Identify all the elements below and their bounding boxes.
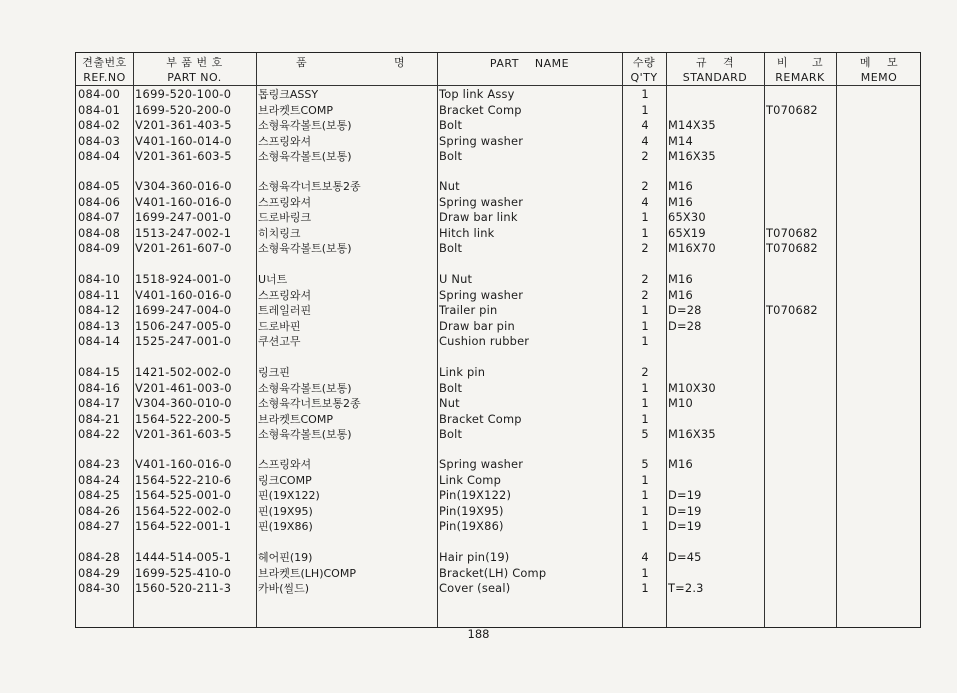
standard-cell: T=2.3 [668,581,704,595]
part-name-cell: Trailer pin [439,303,498,317]
standard-cell: M16 [668,194,693,209]
header-remark-en: REMARK [775,71,825,84]
standard-cell: M16X70 [668,241,716,255]
korean-name-cell: 스프링와셔 [258,458,312,471]
standard-cell: M16X35 [668,149,716,163]
quantity-cell: 2 [641,149,649,163]
part-no-cell: 1699-520-100-0 [135,87,232,101]
standard-cell: D=28 [668,303,702,317]
table-row [76,473,920,488]
part-name-cell: Draw bar pin [439,318,515,333]
ref-no-cell: 084-07 [78,210,121,224]
remark-cell: T070682 [766,225,818,240]
korean-name-cell: 링크핀 [258,366,290,379]
header-divider [76,85,920,86]
remark-cell: T070682 [766,303,818,317]
part-no-cell: 1560-520-211-3 [135,581,232,595]
ref-no-cell: 084-06 [78,194,121,209]
part-name-cell: Cushion rubber [439,334,530,348]
table-row [76,149,920,164]
ref-no-cell: 084-12 [78,303,121,317]
ref-no-cell: 084-29 [78,565,121,580]
page-number: 188 [467,627,490,641]
quantity-cell: 1 [641,334,649,348]
ref-no-cell: 084-26 [78,503,121,518]
table-row [76,118,920,133]
part-no-cell: 1699-525-410-0 [135,565,232,580]
standard-cell: M10X30 [668,380,716,395]
table-row [76,334,920,349]
part-no-cell: V201-261-607-0 [135,241,232,255]
header-part-name: PART NAME [489,57,570,70]
korean-name-cell: 트레일러핀 [258,304,312,317]
quantity-cell: 1 [641,565,649,580]
korean-name-cell: 링크COMP [258,473,312,487]
table-row [76,179,920,194]
quantity-cell: 5 [641,427,649,441]
table-row [76,303,920,318]
part-name-cell: Spring washer [439,194,524,209]
quantity-cell: 2 [641,179,649,193]
quantity-cell: 1 [641,472,649,487]
ref-no-cell: 084-24 [78,472,121,487]
table-row [76,457,920,472]
part-name-cell: Bolt [439,380,463,395]
quantity-cell: 1 [641,519,649,533]
table-row [76,87,920,102]
part-no-cell: V401-160-016-0 [135,194,232,209]
korean-name-cell: 브라켓트COMP [258,103,333,117]
header-ref-ko: 견출번호 [82,56,127,69]
part-no-cell: V201-461-003-0 [135,380,232,395]
quantity-cell: 1 [641,225,649,240]
quantity-cell: 5 [641,457,649,471]
part-no-cell: V401-160-016-0 [135,287,232,302]
quantity-cell: 2 [641,365,649,379]
table-row [76,134,920,149]
header-part-ko: 부 품 번 호 [166,56,223,69]
standard-cell: M16 [668,272,693,286]
table-row [76,226,920,241]
korean-name-cell: 소형육각너트보통2종 [258,397,361,410]
standard-cell: D=28 [668,318,702,333]
quantity-cell: 4 [641,133,649,148]
quantity-cell: 1 [641,581,649,595]
korean-name-cell: 소형육각볼트(보통) [258,381,352,395]
ref-no-cell: 084-25 [78,488,121,502]
part-name-cell: Link pin [439,365,486,379]
part-name-cell: Pin(19X122) [439,488,512,502]
part-no-cell: 1699-247-004-0 [135,303,232,317]
table-row [76,103,920,118]
ref-no-cell: 084-09 [78,241,121,255]
header-qty-ko: 수량 [632,56,656,69]
part-no-cell: 1564-522-002-0 [135,503,232,518]
korean-name-cell: 브라켓트COMP [258,412,333,426]
part-name-cell: Bolt [439,427,463,441]
part-name-cell: Pin(19X95) [439,503,504,518]
part-name-cell: Draw bar link [439,210,518,224]
standard-cell: M16 [668,287,693,302]
part-no-cell: 1564-525-001-0 [135,488,232,502]
standard-cell: 65X19 [668,225,706,240]
part-no-cell: 1699-520-200-0 [135,102,232,117]
ref-no-cell: 084-05 [78,179,121,193]
header-part-en: PART NO. [167,71,222,84]
header-name-ko-1: 품 [296,56,308,69]
quantity-cell: 4 [641,550,649,564]
part-name-cell: Hair pin(19) [439,550,510,564]
part-no-cell: V201-361-403-5 [135,118,232,132]
quantity-cell: 2 [641,287,649,302]
ref-no-cell: 084-03 [78,133,121,148]
part-name-cell: Bracket Comp [439,411,522,426]
header-memo-ko: 메 모 [859,56,899,69]
standard-cell: D=19 [668,503,702,518]
korean-name-cell: 소형육각볼트(보통) [258,150,352,163]
remark-cell: T070682 [766,241,818,255]
part-name-cell: Bolt [439,241,463,255]
table-row [76,566,920,581]
ref-no-cell: 084-22 [78,427,121,441]
header-ref-en: REF.NO [83,71,126,84]
ref-no-cell: 084-10 [78,272,121,286]
standard-cell: D=45 [668,550,702,564]
part-name-cell: Bolt [439,149,463,163]
part-no-cell: 1699-247-001-0 [135,210,232,224]
ref-no-cell: 084-28 [78,550,121,564]
part-name-cell: Spring washer [439,457,524,471]
ref-no-cell: 084-11 [78,287,121,302]
korean-name-cell: 히치링크 [258,226,301,240]
part-no-cell: V401-160-014-0 [135,133,232,148]
table-row [76,519,920,534]
parts-table [75,52,921,628]
ref-no-cell: 084-02 [78,118,121,132]
ref-no-cell: 084-30 [78,581,121,595]
table-row [76,550,920,565]
ref-no-cell: 084-13 [78,318,121,333]
korean-name-cell: 소형육각볼트(보통) [258,242,352,255]
part-name-cell: Spring washer [439,287,524,302]
part-name-cell: Bolt [439,118,463,132]
part-name-cell: Spring washer [439,133,524,148]
korean-name-cell: 핀(19X86) [258,520,313,533]
part-no-cell: 1421-502-002-0 [135,365,232,379]
part-name-cell: Bracket Comp [439,102,522,117]
ref-no-cell: 084-17 [78,396,121,410]
ref-no-cell: 084-08 [78,225,121,240]
ref-no-cell: 084-21 [78,411,121,426]
quantity-cell: 4 [641,118,649,132]
header-name-ko-2: 명 [394,56,406,69]
korean-name-cell: 드로바핀 [258,319,301,333]
part-name-cell: Link Comp [439,472,501,487]
part-no-cell: 1518-924-001-0 [135,272,232,286]
header-std-ko: 규 격 [695,56,735,69]
part-name-cell: U Nut [439,272,473,286]
table-row [76,381,920,396]
table-row [76,412,920,427]
quantity-cell: 1 [641,303,649,317]
part-name-cell: Bracket(LH) Comp [439,565,547,580]
korean-name-cell: 쿠션고무 [258,335,301,348]
part-no-cell: 1564-522-210-6 [135,472,232,487]
part-name-cell: Nut [439,179,460,193]
table-row [76,288,920,303]
korean-name-cell: 카바(씰드) [258,582,310,595]
quantity-cell: 4 [641,194,649,209]
table-row [76,272,920,287]
korean-name-cell: 브라켓트(LH)COMP [258,566,356,580]
part-no-cell: V401-160-016-0 [135,457,232,471]
part-no-cell: V304-360-010-0 [135,396,232,410]
table-row [76,365,920,380]
ref-no-cell: 084-04 [78,149,121,163]
table-row [76,581,920,596]
quantity-cell: 2 [641,241,649,255]
standard-cell: M10 [668,396,693,410]
standard-cell: D=19 [668,488,702,502]
part-no-cell: V201-361-603-5 [135,149,232,163]
part-name-cell: Cover (seal) [439,581,511,595]
part-no-cell: 1513-247-002-1 [135,225,232,240]
table-row [76,504,920,519]
table-row [76,427,920,442]
quantity-cell: 1 [641,102,649,117]
standard-cell: D=19 [668,519,702,533]
part-no-cell: 1506-247-005-0 [135,318,232,333]
korean-name-cell: 스프링와셔 [258,288,312,302]
part-no-cell: 1525-247-001-0 [135,334,232,348]
quantity-cell: 1 [641,210,649,224]
ref-no-cell: 084-00 [78,87,121,101]
header-qty-en: Q'TY [630,71,658,84]
part-no-cell: V304-360-016-0 [135,179,232,193]
table-row [76,195,920,210]
table-row [76,319,920,334]
korean-name-cell: 스프링와셔 [258,195,312,209]
part-name-cell: Nut [439,396,460,410]
quantity-cell: 1 [641,87,649,101]
ref-no-cell: 084-01 [78,102,121,117]
part-name-cell: Pin(19X86) [439,519,504,533]
ref-no-cell: 084-15 [78,365,121,379]
korean-name-cell: 스프링와셔 [258,134,312,148]
standard-cell: M16 [668,179,693,193]
part-name-cell: Top link Assy [439,87,515,101]
standard-cell: M16 [668,457,693,471]
ref-no-cell: 084-27 [78,519,121,533]
korean-name-cell: 톱링크ASSY [258,88,319,101]
korean-name-cell: 헤어핀(19) [258,551,313,564]
standard-cell: M14 [668,133,693,148]
part-no-cell: V201-361-603-5 [135,427,232,441]
quantity-cell: 1 [641,318,649,333]
quantity-cell: 1 [641,411,649,426]
quantity-cell: 1 [641,380,649,395]
korean-name-cell: 핀(19X95) [258,504,313,518]
part-no-cell: 1564-522-001-1 [135,519,232,533]
table-row [76,488,920,503]
table-row [76,241,920,256]
standard-cell: M14X35 [668,118,716,132]
standard-cell: M16X35 [668,427,716,441]
table-row [76,210,920,225]
remark-cell: T070682 [766,102,818,117]
part-no-cell: 1444-514-005-1 [135,550,232,564]
standard-cell: 65X30 [668,210,706,224]
korean-name-cell: 소형육각볼트(보통) [258,119,352,132]
header-remark-ko: 비 고 [776,56,824,69]
quantity-cell: 1 [641,503,649,518]
korean-name-cell: 소형육각볼트(보통) [258,428,352,441]
part-no-cell: 1564-522-200-5 [135,411,232,426]
korean-name-cell: 핀(19X122) [258,489,320,502]
ref-no-cell: 084-23 [78,457,121,471]
quantity-cell: 1 [641,488,649,502]
korean-name-cell: 소형육각너트보통2종 [258,180,361,193]
quantity-cell: 2 [641,272,649,286]
ref-no-cell: 084-16 [78,380,121,395]
quantity-cell: 1 [641,396,649,410]
korean-name-cell: U너트 [258,273,288,286]
table-row [76,396,920,411]
ref-no-cell: 084-14 [78,334,121,348]
korean-name-cell: 드로바링크 [258,211,312,224]
header-std-en: STANDARD [682,71,748,84]
header-memo-en: MEMO [860,71,898,84]
part-name-cell: Hitch link [439,225,495,240]
